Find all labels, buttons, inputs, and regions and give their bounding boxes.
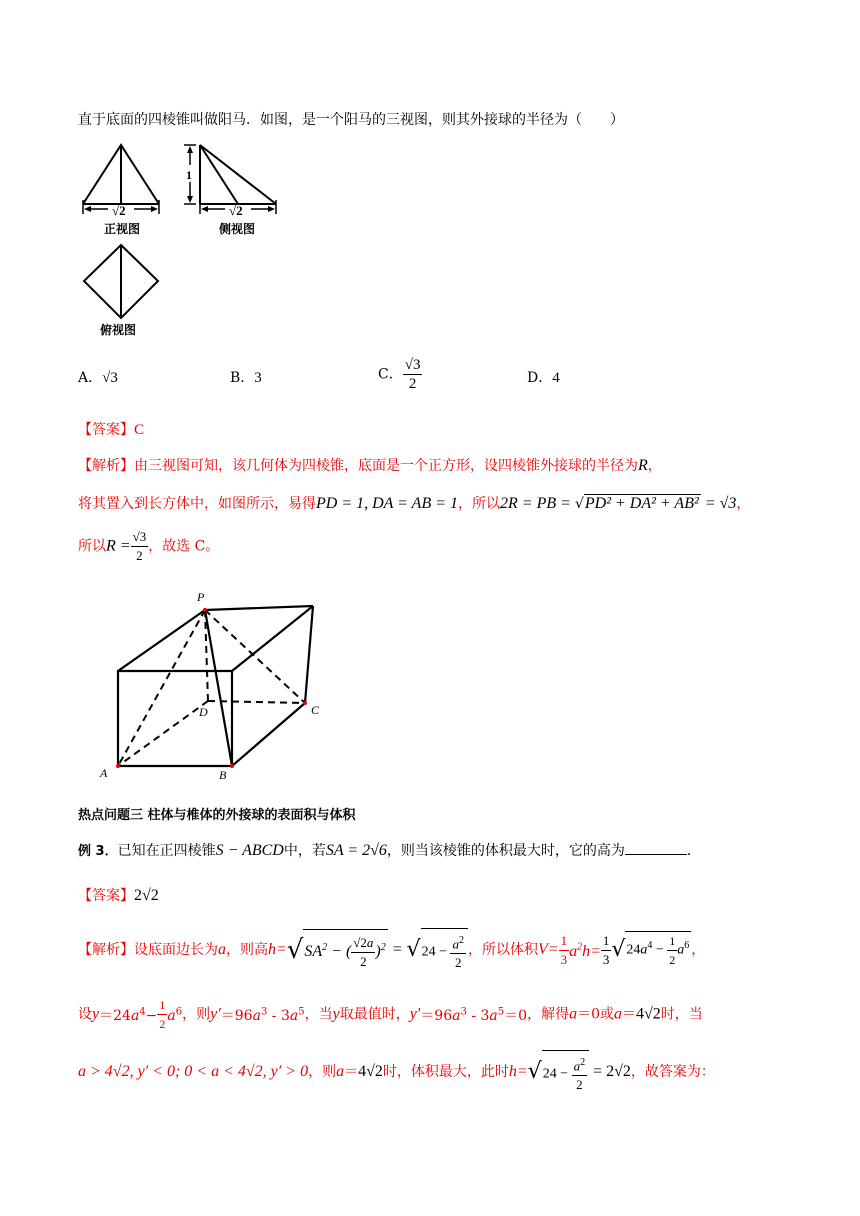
label-d: D bbox=[199, 705, 208, 719]
question-stem: 直于底面的四棱锥叫做阳马．如图，是一个阳马的三视图，则其外接球的半径为（ ） bbox=[78, 112, 624, 128]
cuboid-figure bbox=[95, 586, 335, 786]
section-title: 热点问题三 柱体与椎体的外接球的表面积与体积 bbox=[78, 808, 356, 823]
top-view bbox=[84, 245, 158, 318]
analysis-line-1: 【解析】由三视图可知，该几何体为四棱锥，底面是一个正方形，设四棱锥外接球的半径为R， bbox=[78, 457, 662, 474]
example-3-analysis-3: a > 4√2, y′ < 0; 0 < a < 4√2, y′ > 0，则a＝4√2时，体积最大，此时h=√24 − $\frac{a^2}{2}$ = 2√2，故答案为： bbox=[78, 1050, 715, 1094]
three-views-figure bbox=[78, 140, 288, 340]
side-view-label: 侧视图 bbox=[219, 222, 256, 236]
top-view-label: 俯视图 bbox=[100, 323, 137, 337]
front-view-label: 正视图 bbox=[104, 222, 141, 236]
label-p: P bbox=[197, 590, 205, 604]
label-a: A bbox=[100, 766, 108, 780]
label-b: B bbox=[219, 768, 227, 782]
example-3-answer: 【答案】2√2 bbox=[78, 887, 159, 904]
option-b: B．3 bbox=[230, 370, 262, 386]
side-width-label: √2 bbox=[229, 203, 243, 218]
analysis-line-2: 将其置入到长方体中，如图所示，易得PD = 1, DA = AB = 1，所以2R = PB = √PD² + DA² + AB² = √3， bbox=[78, 495, 751, 512]
side-height-label: 1 bbox=[186, 168, 192, 182]
front-width-label: √2 bbox=[112, 203, 126, 218]
answer-line: 【答案】C bbox=[78, 422, 145, 438]
option-c: C． $\frac{√3}{2}$ bbox=[378, 357, 421, 392]
analysis-line-3: 所以R = $\frac{√3}{2}$ ，故选 C。 bbox=[78, 529, 220, 563]
label-c: C bbox=[311, 703, 320, 717]
example-3-analysis-2: 设$y=24a^4-$ $\frac{1}{2}$ $a^6$，则$y'=96a^3 - 3a^5$，当y取最值时，$y'=96a^3 - 3a^5=0$，解得a＝0或a＝4√2时，当 bbox=[78, 998, 703, 1031]
option-d: D．4 bbox=[527, 370, 560, 386]
example-3-stem: 例 3．已知在正四棱锥S − ABCD中，若SA = 2√6，则当该棱锥的体积最大时，它的高为 ． bbox=[78, 842, 701, 859]
option-a: A．√3 bbox=[78, 370, 118, 386]
example-3-analysis-1: 【解析】设底面边长为a，则高$h=√SA^2$ − ( $\frac{√2a}{2}$ )$^2$ = √24 − $\frac{a^2}{2}$ ，所以体积V= $\frac{1}{3}$ $a^2h=$ $\frac{1}{3}$ $√24a^4$ − $\frac{1}{2}$ $a^6$ ， bbox=[78, 928, 705, 984]
